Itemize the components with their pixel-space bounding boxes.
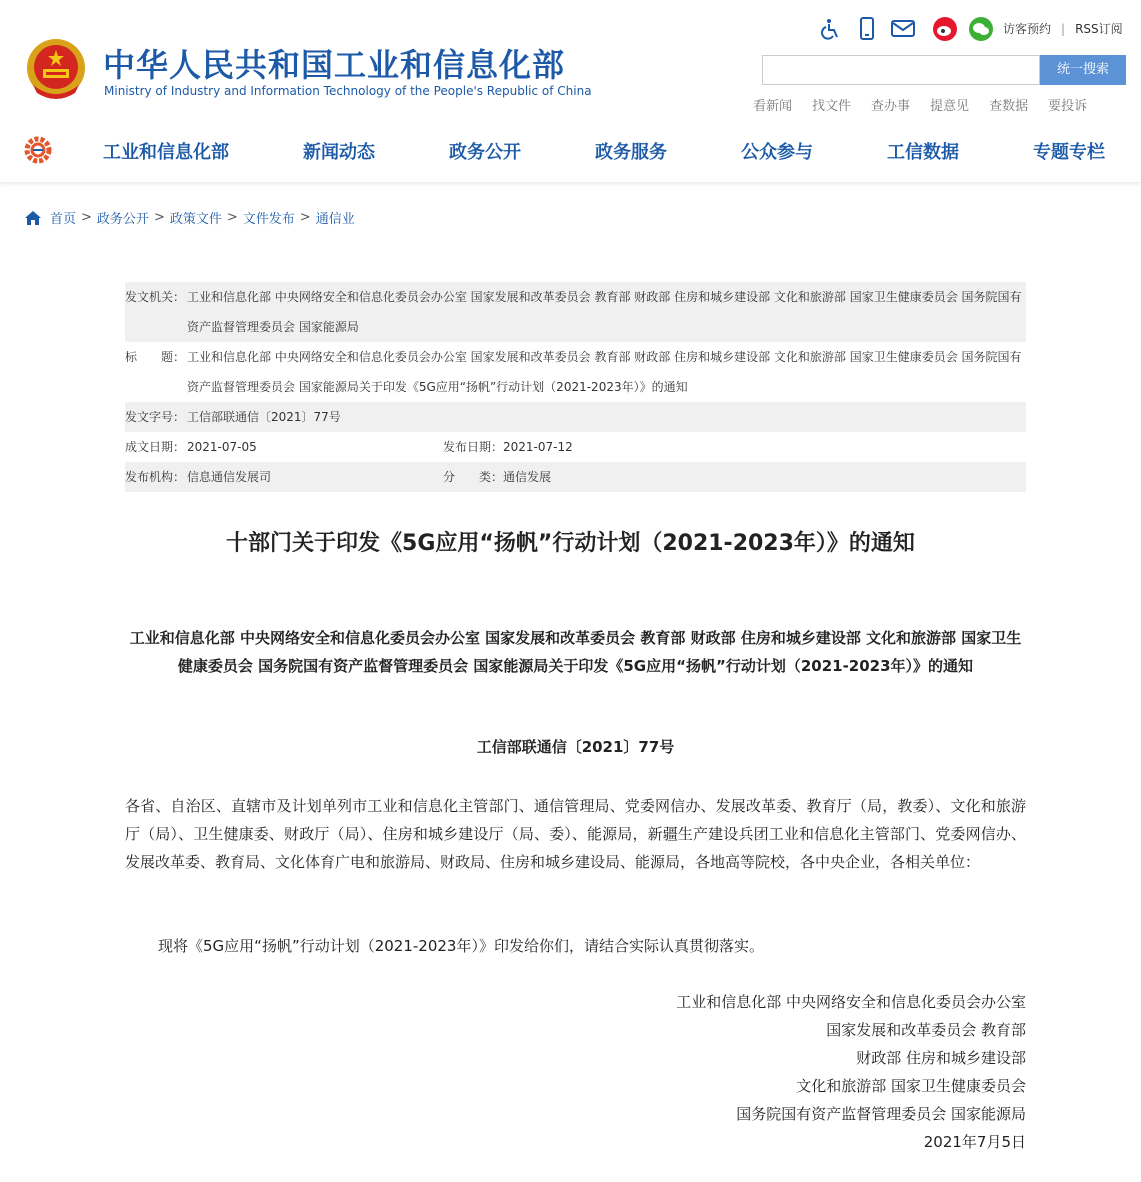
signatory-line: 文化和旅游部 国家卫生健康委员会 [796, 1077, 1026, 1095]
document-number: 工信部联通信〔2021〕77号 [476, 738, 675, 756]
document-date: 2021年7月5日 [923, 1133, 1026, 1151]
signatory-line: 国务院国有资产监督管理委员会 国家能源局 [736, 1105, 1026, 1123]
meta-agency-value: 信息通信发展司 [187, 470, 272, 484]
meta-label: 发布日期： [443, 440, 504, 454]
meta-published [443, 432, 573, 462]
rss-link[interactable]: RSS订阅 [1075, 22, 1123, 36]
breadcrumb-gov-affairs[interactable]: 政务公开 [96, 212, 149, 227]
breadcrumb [25, 208, 355, 227]
search-button[interactable]: 统一搜索 [1040, 55, 1126, 85]
document-subtitle: 工业和信息化部 中央网络安全和信息化委员会办公室 国家发展和改革委员会 教育部 财政部 住房和城乡建设部 文化和旅游部 国家卫生健康委员会 国务院国有资产监督管理委员会 国家能源局关于印发《5G应用“扬帆”行动计划（2021-2023年）》的通知 [129, 629, 1022, 675]
breadcrumb-policy-files[interactable]: 政策文件 [169, 212, 222, 227]
nav-item-news[interactable]: 新闻动态 [303, 142, 375, 163]
quick-link-complaint[interactable]: 要投诉 [1048, 99, 1088, 114]
quick-link-files[interactable]: 找文件 [812, 99, 852, 114]
site-header [0, 0, 1141, 120]
mobile-icon[interactable] [854, 16, 880, 42]
breadcrumb-separator: > [153, 210, 165, 225]
meta-docno-value: 工信部联通信〔2021〕77号 [187, 410, 341, 424]
meta-title-value: 工业和信息化部 中央网络安全和信息化委员会办公室 国家发展和改革委员会 教育部 财政部 住房和城乡建设部 文化和旅游部 国家卫生健康委员会 国务院国有资产监督管理委员会 国家能源局关于印发《5G应用“扬帆”行动计划（2021-2023年）》的通知 [187, 350, 1022, 394]
nav-item-ministry[interactable]: 工业和信息化部 [103, 142, 229, 163]
quick-link-services[interactable]: 查办事 [871, 99, 911, 114]
breadcrumb-separator: > [81, 210, 92, 225]
ministry-gear-icon[interactable] [24, 136, 52, 164]
home-icon [25, 211, 41, 225]
meta-category [443, 462, 551, 492]
top-links [1003, 20, 1123, 37]
meta-issuer-value: 工业和信息化部 中央网络安全和信息化委员会办公室 国家发展和改革委员会 教育部 财政部 住房和城乡建设部 文化和旅游部 国家卫生健康委员会 国务院国有资产监督管理委员会 国家能源局 [187, 290, 1022, 334]
weibo-icon[interactable] [932, 16, 958, 42]
separator: | [1061, 22, 1066, 36]
meta-row-docno [125, 402, 1026, 432]
meta-row-agency [125, 462, 1026, 492]
quick-link-news[interactable]: 看新闻 [753, 99, 793, 114]
meta-label: 分 类： [443, 470, 504, 484]
nav-item-special-topics[interactable]: 专题专栏 [1033, 142, 1105, 163]
meta-row-title [125, 342, 1026, 402]
document-body: 现将《5G应用“扬帆”行动计划（2021-2023年）》印发给你们，请结合实际认真贯彻落实。 [158, 937, 764, 955]
meta-created-value: 2021-07-05 [187, 440, 257, 454]
meta-row-dates [125, 432, 1026, 462]
national-emblem-logo[interactable] [25, 37, 87, 103]
meta-label: 成文日期： [125, 440, 186, 454]
nav-item-gov-services[interactable]: 政务服务 [595, 142, 667, 163]
accessibility-icon[interactable] [818, 16, 844, 42]
mail-icon[interactable] [890, 16, 916, 42]
meta-published-value: 2021-07-12 [503, 440, 573, 454]
quick-links [753, 95, 1087, 114]
meta-row-issuer [125, 282, 1026, 342]
nav-item-public-participation[interactable]: 公众参与 [741, 142, 813, 163]
meta-label: 标 题： [125, 350, 186, 364]
main-nav [0, 120, 1141, 183]
signatory-line: 国家发展和改革委员会 教育部 [826, 1021, 1026, 1039]
breadcrumb-file-release[interactable]: 文件发布 [242, 212, 295, 227]
breadcrumb-separator: > [299, 210, 311, 225]
visitor-appointment-link[interactable]: 访客预约 [1003, 22, 1052, 36]
document-title: 十部门关于印发《5G应用“扬帆”行动计划（2021-2023年）》的通知 [226, 531, 915, 556]
search-input[interactable] [762, 55, 1040, 85]
document-addressees: 各省、自治区、直辖市及计划单列市工业和信息化主管部门、通信管理局、党委网信办、发展改革委、教育厅（局，教委）、文化和旅游厅（局）、卫生健康委、财政厅（局）、住房和城乡建设厅（局、委）、能源局，新疆生产建设兵团工业和信息化主管部门、党委网信办、发展改革委、教育局、文化体育广电和旅游局、财政局、住房和城乡建设局、能源局，各地高等院校，各中央企业，各相关单位： [125, 797, 1026, 871]
breadcrumb-telecom[interactable]: 通信业 [315, 212, 355, 227]
document-signatories [500, 988, 1026, 1156]
quick-link-data[interactable]: 查数据 [989, 99, 1029, 114]
nav-item-gov-affairs[interactable]: 政务公开 [449, 142, 521, 163]
signatory-line: 财政部 住房和城乡建设部 [856, 1049, 1026, 1067]
meta-label: 发布机构： [125, 470, 186, 484]
meta-category-value: 通信发展 [503, 470, 552, 484]
document-meta-table [125, 282, 1026, 492]
breadcrumb-separator: > [226, 210, 238, 225]
nav-item-data[interactable]: 工信数据 [887, 142, 959, 163]
signatory-line: 工业和信息化部 中央网络安全和信息化委员会办公室 [676, 993, 1026, 1011]
meta-label: 发文机关： [125, 290, 186, 304]
meta-label: 发文字号： [125, 410, 186, 424]
top-icon-bar [818, 15, 1004, 43]
quick-link-feedback[interactable]: 提意见 [930, 99, 970, 114]
breadcrumb-home[interactable]: 首页 [50, 212, 77, 227]
wechat-icon[interactable] [968, 16, 994, 42]
site-title: 中华人民共和国工业和信息化部 [103, 46, 566, 84]
site-subtitle: Ministry of Industry and Information Technology of the People's Republic of China [104, 84, 592, 98]
